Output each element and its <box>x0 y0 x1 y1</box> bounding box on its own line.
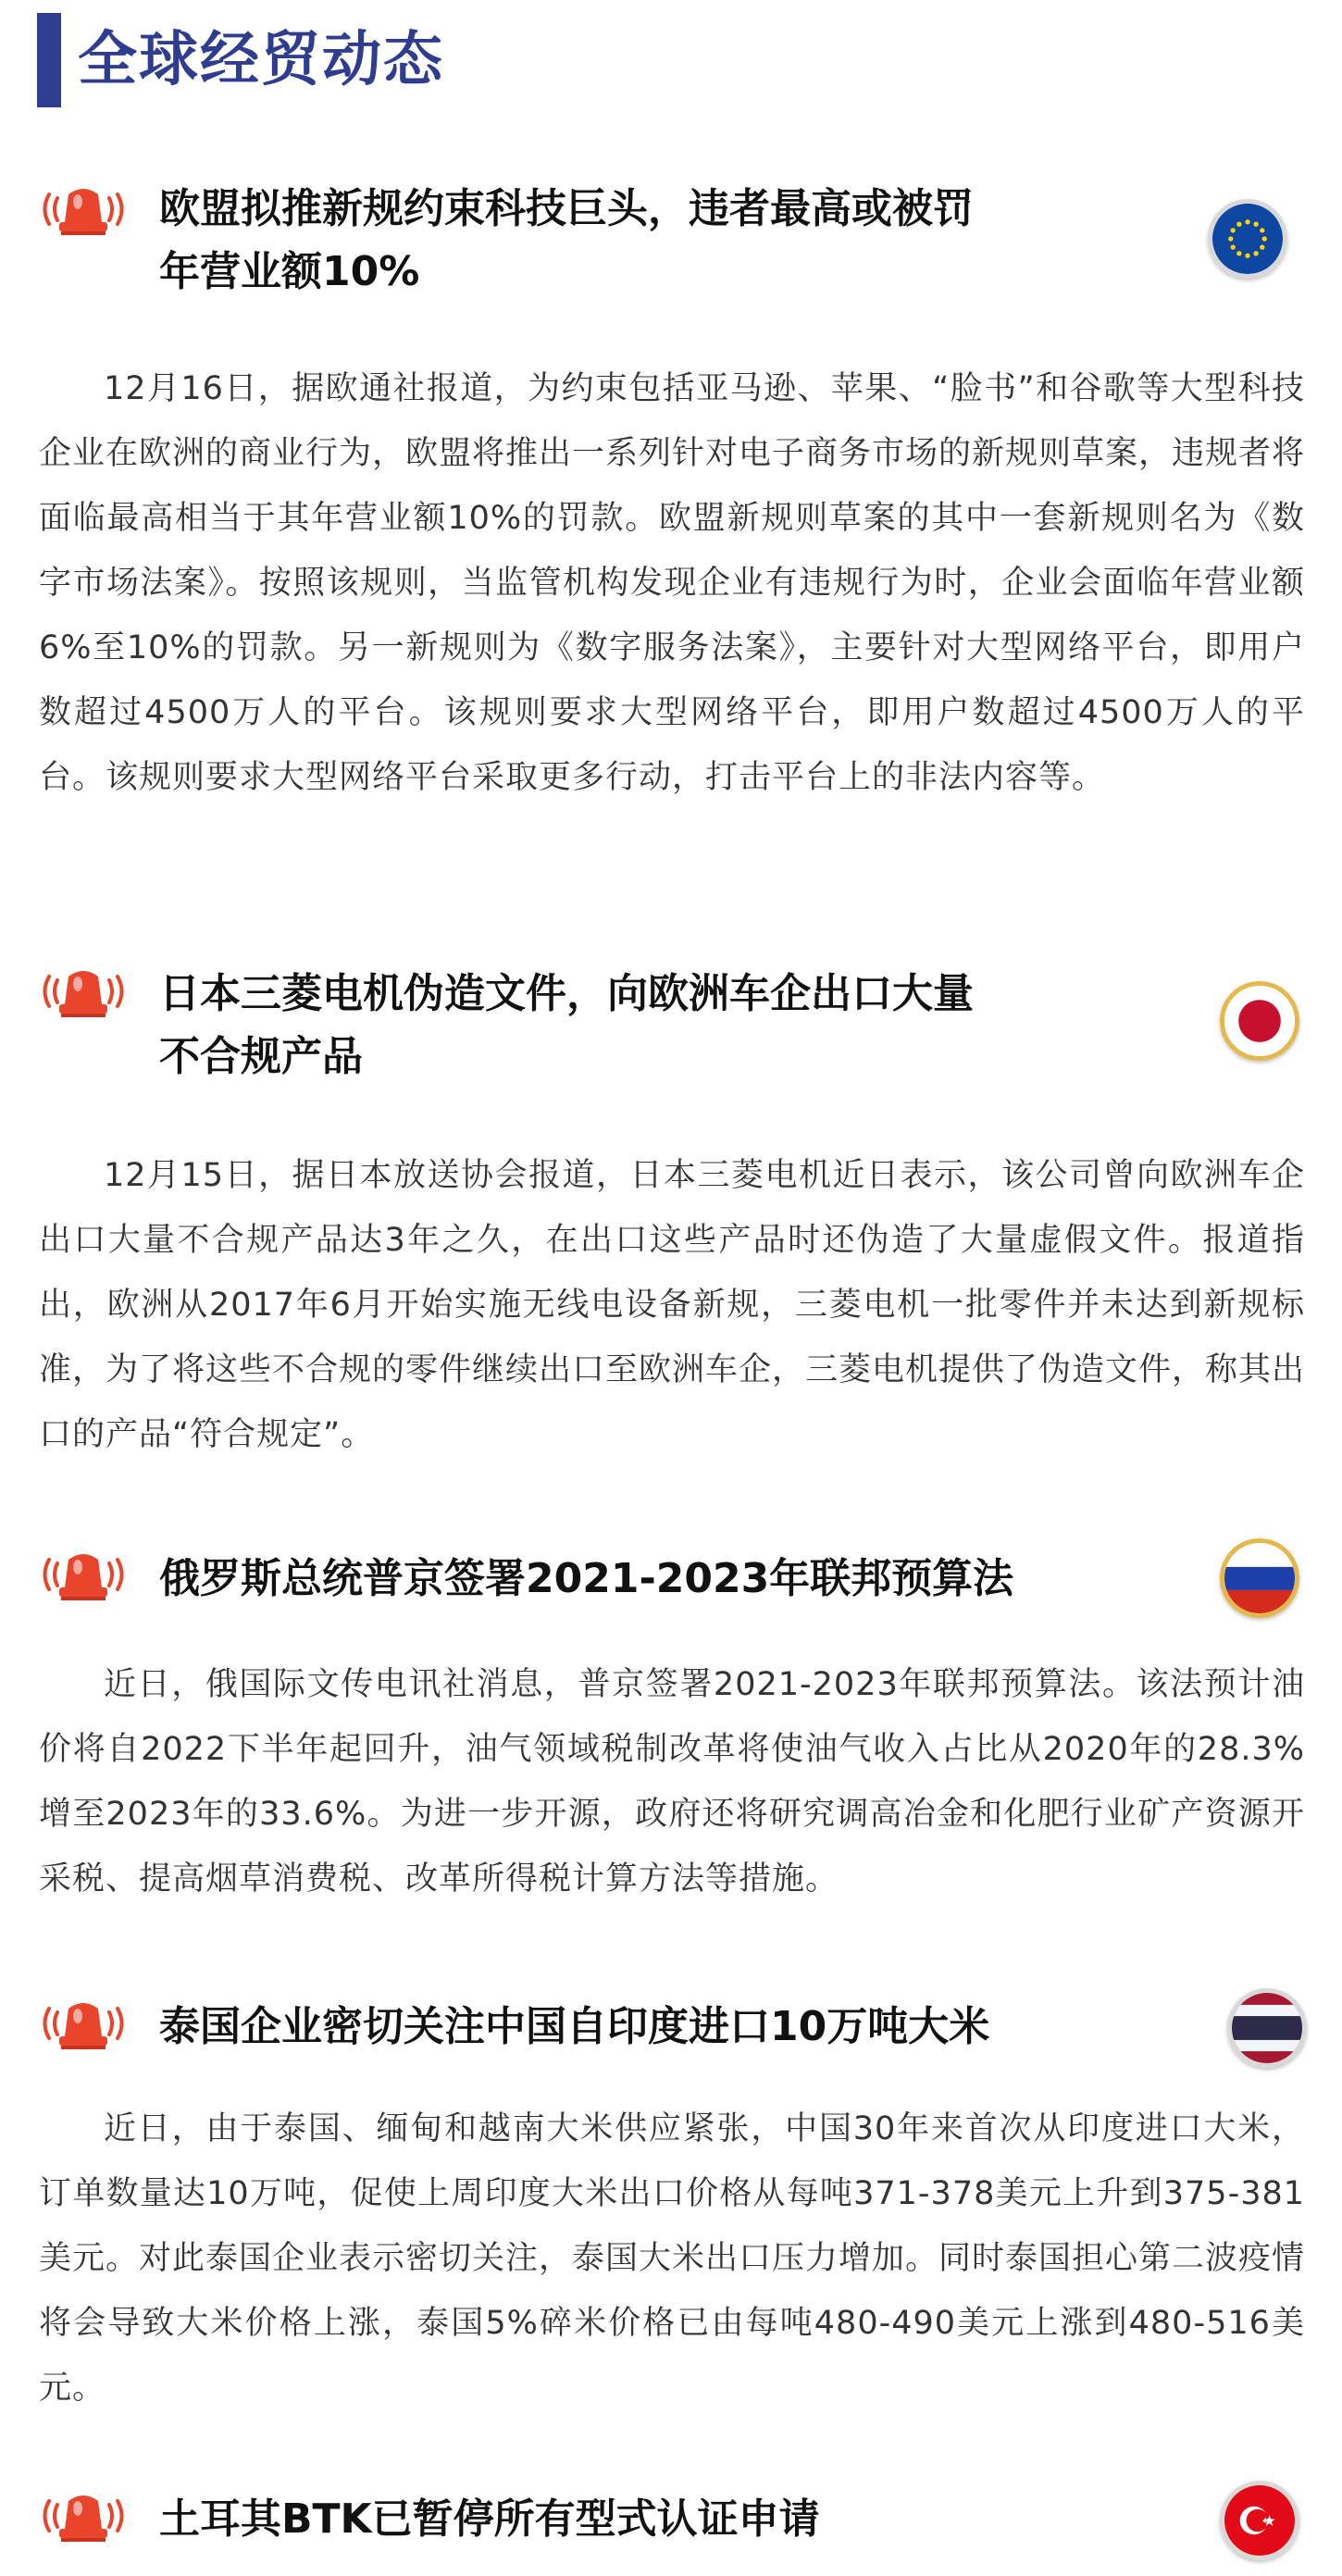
news-body: 近日，由于泰国、缅甸和越南大米供应紧张，中国30年来首次从印度进口大米，订单数量达10万吨，促使上周印度大米出口价格从每吨371-378美元上升到375-381美元。对此泰国企业表示密切关注，泰国大米出口压力增加。同时泰国担心第二波疫情将会导致大米价格上涨，泰国5%碎米价格已由每吨480-490美元上涨到480-516美元。 <box>39 2110 1306 2407</box>
news-title <box>159 1548 1085 1611</box>
news-title-line: 不合规产品 <box>159 1033 363 1080</box>
section-header <box>37 13 444 107</box>
news-title-line: 欧盟拟推新规约束科技巨头，违者最高或被罚 <box>159 185 974 232</box>
news-title <box>159 963 1085 1089</box>
alarm-bell-icon <box>37 967 130 1019</box>
news-body: 近日，俄国际文传电讯社消息，普京签署2021-2023年联邦预算法。该法预计油价将自2022下半年起回升，油气领域税制改革将使油气收入占比从2020年的28.3%增至2023年的33.6%。为进一步开源，政府还将研究调高冶金和化肥行业矿产资源开采税、提高烟草消费税、改革所得税计算方法等措施。 <box>39 1666 1305 1898</box>
turkey-flag-icon <box>1220 2481 1299 2560</box>
page-title: 全球经贸动态 <box>78 26 444 94</box>
news-title-line: 日本三菱电机伪造文件，向欧洲车企出口大量 <box>159 970 974 1017</box>
news-title-line: 俄罗斯总统普京签署2021-2023年联邦预算法 <box>159 1555 1014 1602</box>
thailand-flag-icon <box>1227 1988 1307 2068</box>
news-title <box>159 2488 1085 2551</box>
header-accent-bar <box>37 13 61 107</box>
japan-flag-icon <box>1220 981 1299 1061</box>
news-title <box>159 1996 1085 2059</box>
news-title-line: 年营业额10% <box>159 248 420 295</box>
news-title <box>159 178 1085 304</box>
alarm-bell-icon <box>37 1999 130 2051</box>
news-body: 12月15日，据日本放送协会报道，日本三菱电机近日表示，该公司曾向欧洲车企出口大量不合规产品达3年之久，在出口这些产品时还伪造了大量虚假文件。报道指出，欧洲从2017年6月开始实施无线电设备新规，三菱电机一批零件并未达到新规标准，为了将这些不合规的零件继续出口至欧洲车企，三菱电机提供了伪造文件，称其出口的产品“符合规定”。 <box>39 1157 1306 1453</box>
news-title-line: 泰国企业密切关注中国自印度进口10万吨大米 <box>159 2003 990 2050</box>
alarm-bell-icon <box>37 185 130 237</box>
news-title-line: 土耳其BTK已暂停所有型式认证申请 <box>159 2495 820 2543</box>
news-body: 12月16日，据欧通社报道，为约束包括亚马逊、苹果、“脸书”和谷歌等大型科技企业在欧洲的商业行为，欧盟将推出一系列针对电子商务市场的新规则草案，违规者将面临最高相当于其年营业额10%的罚款。欧盟新规则草案的其中一套新规则名为《数字市场法案》。按照该规则，当监管机构发现企业有违规行为时，企业会面临年营业额6%至10%的罚款。另一新规则为《数字服务法案》，主要针对大型网络平台，即用户数超过4500万人的平台。该规则要求大型网络平台，即用户数超过4500万人的平台。该规则要求大型网络平台采取更多行动，打击平台上的非法内容等。 <box>39 370 1306 796</box>
russia-flag-icon <box>1220 1538 1299 1618</box>
alarm-bell-icon <box>37 2492 130 2544</box>
alarm-bell-icon <box>37 1550 130 1602</box>
eu-flag-icon <box>1208 199 1287 279</box>
